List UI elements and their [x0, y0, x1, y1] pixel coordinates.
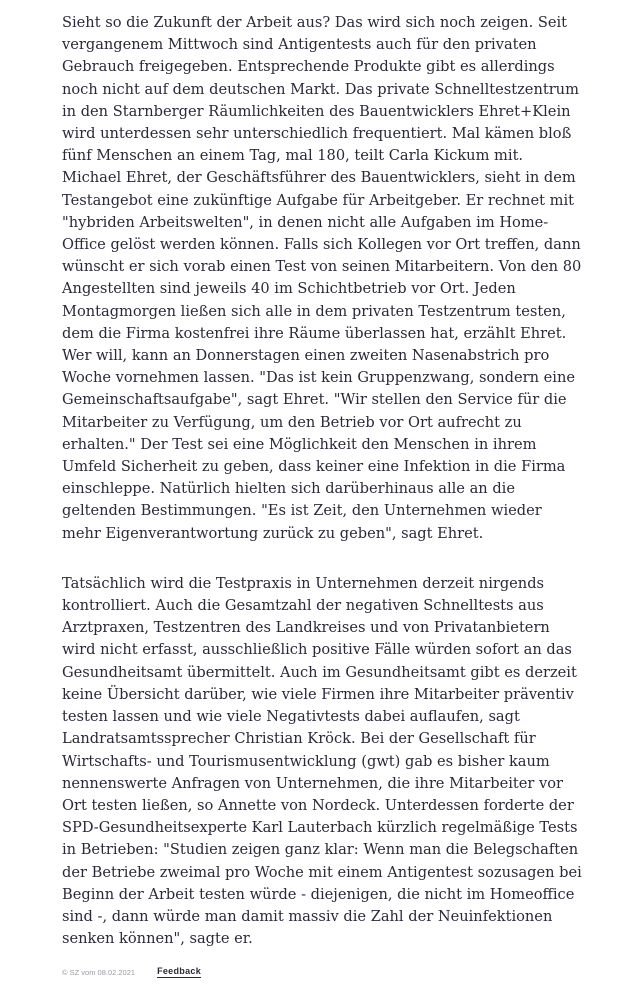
source-line: © SZ vom 08.02.2021 — [62, 967, 136, 977]
article-paragraph-1: Sieht so die Zukunft der Arbeit aus? Das wird sich noch zeigen. Seit vergangenem Mittwoch sind Antigentests auch für den privaten Gebrauch freigegeben. Entsprechende Produkte gibt es allerdings noch nicht auf dem deutschen Markt. Das private Schnelltestzentrum in den Starnberger Räumlichkeiten des Bauentwicklers Ehret+Klein wird unterdessen sehr unterschiedlich frequentiert. Mal kämen bloß fünf Menschen an einem Tag, mal 180, teilt Carla Kickum mit. Michael Ehret, der Geschäftsführer des Bauentwicklers, sieht in dem Testangebot eine zukünftige Aufgabe für Arbeitgeber. Er rechnet mit "hybriden Arbeitswelten", in denen nicht alle Aufgaben im Home-Office gelöst werden können. Falls sich Kollegen vor Ort treffen, dann wünscht er sich vorab einen Test von seinen Mitarbeitern. Von den 80 Angestellten sind jeweils 40 im Schichtbetrieb vor Ort. Jeden Montagmorgen ließen sich alle in dem privaten Testzentrum testen, dem die Firma kostenfrei ihre Räume überlassen hat, erzählt Ehret. Wer will, kann an Donnerstagen einen zweiten Nasenabstrich pro Woche vornehmen lassen. "Das ist kein Gruppenzwang, sondern eine Gemeinschaftsaufgabe", sagt Ehret. "Wir stellen den Service für die Mitarbeiter zu Verfügung, um den Betrieb vor Ort aufrecht zu erhalten." Der Test sei eine Möglichkeit den Menschen in ihrem Umfeld Sicherheit zu geben, dass keiner eine Infektion in die Firma einschleppe. Natürlich hielten sich darüberhinaus alle an die geltenden Bestimmungen. "Es ist Zeit, den Unternehmen wieder mehr Eigenverantwortung zurück zu geben", sagt Ehret. — [62, 14, 582, 542]
article-paragraph-2: Tatsächlich wird die Testpraxis in Unternehmen derzeit nirgends kontrolliert. Auch die Gesamtzahl der negativen Schnelltests aus Arztpraxen, Testzentren des Landkreises und von Privatanbietern wird nicht erfasst, ausschließlich positive Fälle würden sofort an das Gesundheitsamt übermittelt. Auch im Gesundheitsamt gibt es derzeit keine Übersicht darüber, wie viele Firmen ihre Mitarbeiter präventiv testen lassen und wie viele Negativtests dabei auflaufen, sagt Landratsamtssprecher Christian Kröck. Bei der Gesellschaft für Wirtschafts- und Tourismusentwicklung (gwt) gab es bisher kaum nennenswerte Anfragen von Unternehmen, die ihre Mitarbeiter vor Ort testen ließen, so Annette von Nordeck. Unterdessen forderte der SPD-Gesundheitsexperte Karl Lauterbach kürzlich regelmäßige Tests in Betrieben: "Studien zeigen ganz klar: Wenn man die Belegschaften der Betriebe zweimal pro Woche mit einem Antigentest sozusagen bei Beginn der Arbeit testen würde - diejenigen, die nicht im Homeoffice sind -, dann würde man damit massiv die Zahl der Neuinfektionen senken können", sagte er. — [62, 574, 582, 948]
feedback-link[interactable]: Feedback — [157, 966, 201, 976]
article-footer — [62, 966, 201, 978]
article-body — [62, 12, 582, 950]
